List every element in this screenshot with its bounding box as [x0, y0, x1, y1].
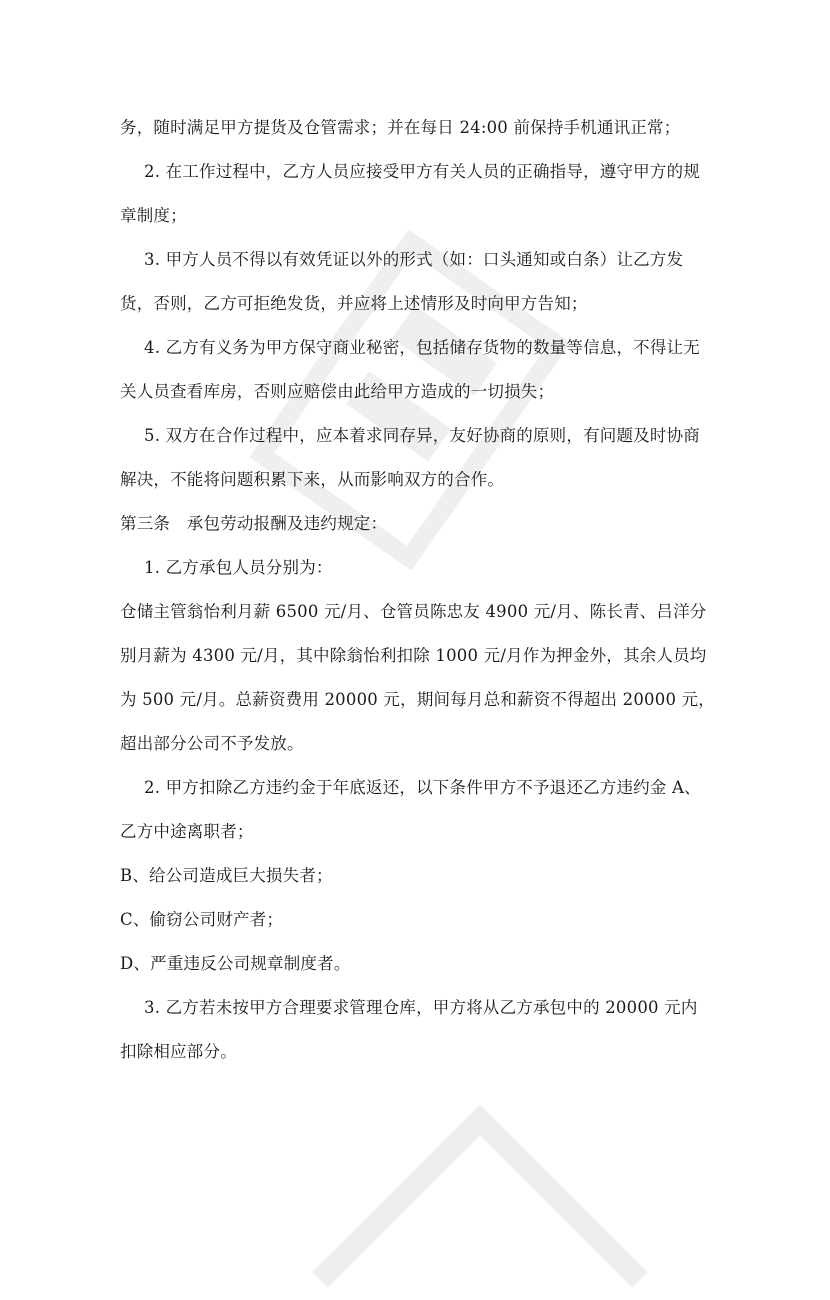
- text-line: 务，随时满足甲方提货及仓管需求；并在每日 24:00 前保持手机通讯正常；: [120, 118, 681, 137]
- document-body: [120, 106, 716, 1074]
- text-line: 仓储主管翁怡利月薪 6500 元/月、仓管员陈忠友 4900 元/月、陈长青、吕洋分: [120, 602, 707, 621]
- text-line: 3. 甲方人员不得以有效凭证以外的形式（如：口头通知或白条）让乙方发: [144, 250, 684, 269]
- text-line: 超出部分公司不予发放。: [120, 734, 304, 753]
- text-line: D、严重违反公司规章制度者。: [120, 954, 351, 973]
- text-line: C、偷窃公司财产者；: [120, 910, 284, 929]
- text-line: 货，否则，乙方可拒绝发货，并应将上述情形及时向甲方告知；: [120, 294, 588, 313]
- text-line: 解决，不能将问题积累下来，从而影响双方的合作。: [120, 470, 505, 489]
- text-line: 别月薪为 4300 元/月，其中除翁怡利扣除 1000 元/月作为押金外，其余人员均: [120, 646, 707, 665]
- text-line: 5. 双方在合作过程中，应本着求同存异，友好协商的原则，有问题及时协商: [144, 426, 700, 445]
- text-line: 关人员查看库房，否则应赔偿由此给甲方造成的一切损失；: [120, 382, 555, 401]
- text-line: 为 500 元/月。总薪资费用 20000 元，期间每月总和薪资不得超出 20000 元，: [120, 690, 715, 709]
- text-line: 章制度；: [120, 206, 187, 225]
- text-line: 1. 乙方承包人员分别为：: [144, 558, 333, 577]
- text-line: 乙方中途离职者；: [120, 822, 254, 841]
- text-line: 2. 甲方扣除乙方违约金于年底返还，以下条件甲方不予退还乙方违约金 A、: [144, 778, 701, 797]
- text-line: 4. 乙方有义务为甲方保守商业秘密，包括储存货物的数量等信息，不得让无: [144, 338, 700, 357]
- text-line: 3. 乙方若未按甲方合理要求管理仓库，甲方将从乙方承包中的 20000 元内: [144, 998, 698, 1017]
- text-line: B、给公司造成巨大损失者；: [120, 866, 333, 885]
- watermark-roof-icon: [300, 1100, 660, 1300]
- text-line: 2. 在工作过程中，乙方人员应接受甲方有关人员的正确指导，遵守甲方的规: [144, 162, 700, 181]
- text-line: 扣除相应部分。: [120, 1042, 237, 1061]
- text-line: 第三条 承包劳动报酬及违约规定：: [120, 514, 388, 533]
